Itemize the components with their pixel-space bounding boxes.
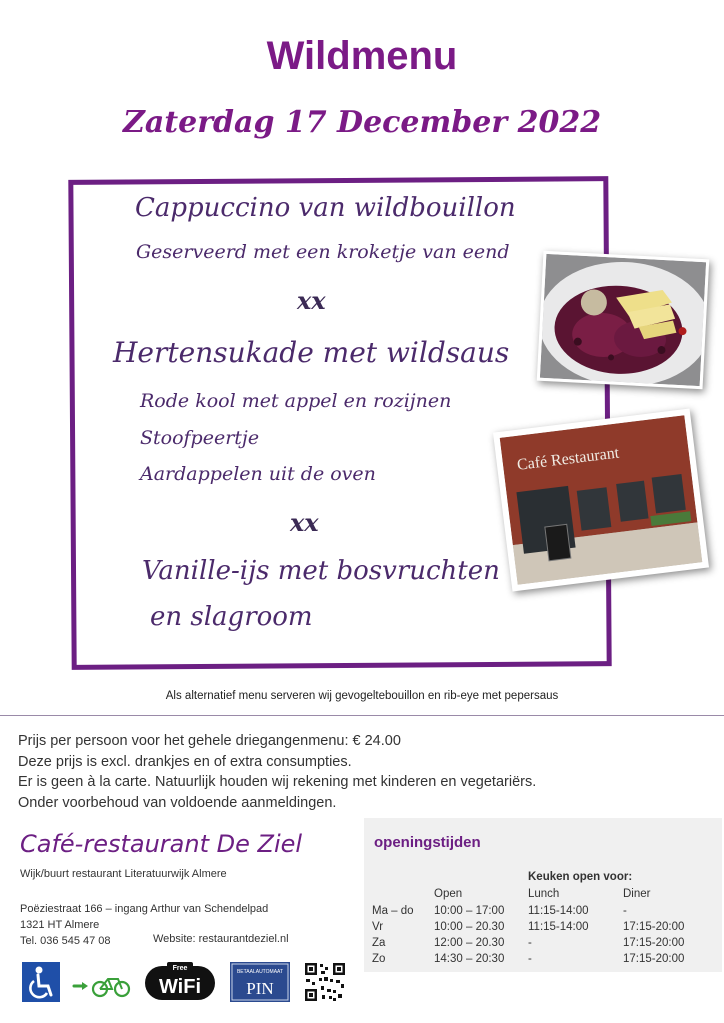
restaurant-subtitle: Wijk/buurt restaurant Literatuurwijk Almere bbox=[20, 868, 227, 880]
price-line: Prijs per persoon voor het gehele driegangenmenu: € 24.00 bbox=[18, 733, 401, 749]
pin-payment-icon bbox=[230, 962, 290, 1002]
hours-day: Za bbox=[372, 937, 386, 949]
hours-diner: - bbox=[623, 905, 627, 917]
hours-lunch: - bbox=[528, 953, 532, 965]
hours-day: Ma – do bbox=[372, 905, 414, 917]
alternative-menu-note: Als alternatief menu serveren wij gevogeltebouillon en rib-eye met pepersaus bbox=[165, 690, 559, 702]
hours-diner: 17:15-20:00 bbox=[623, 953, 685, 965]
divider bbox=[0, 715, 724, 716]
cafe-illustration bbox=[500, 415, 703, 585]
course2-side-2: Stoofpeertje bbox=[140, 427, 260, 449]
course3-title-2: en slagroom bbox=[150, 602, 313, 632]
price-line: Deze prijs is excl. drankjes en of extra consumpties. bbox=[18, 753, 352, 770]
dish-photo bbox=[537, 251, 710, 390]
website-link[interactable]: Website: restaurantdeziel.nl bbox=[153, 933, 289, 945]
qr-code-icon bbox=[304, 962, 346, 1002]
page-title: Wildmenu bbox=[266, 34, 458, 78]
dish-illustration bbox=[540, 254, 706, 386]
hours-diner: 17:15-20:00 bbox=[623, 921, 685, 933]
kitchen-header: Keuken open voor: bbox=[528, 871, 633, 883]
hours-day: Vr bbox=[372, 921, 384, 933]
wifi-free-label: Free bbox=[172, 965, 188, 972]
pin-label: PIN bbox=[246, 979, 274, 998]
hours-open: 12:00 – 20.30 bbox=[434, 937, 505, 949]
phone: Tel. 036 545 47 08 bbox=[20, 935, 111, 947]
hours-open: 10:00 – 17:00 bbox=[434, 905, 505, 917]
hours-lunch: 11:15-14:00 bbox=[528, 905, 589, 917]
course2-title: Hertensukade met wildsaus bbox=[113, 336, 510, 369]
col-diner-header: Diner bbox=[623, 888, 651, 900]
restaurant-name: Café-restaurant De Ziel bbox=[20, 830, 303, 858]
hours-open: 14:30 – 20:30 bbox=[434, 953, 505, 965]
course1-title: Cappuccino van wildbouillon bbox=[135, 193, 516, 223]
price-line: Onder voorbehoud van voldoende aanmeldingen. bbox=[18, 794, 337, 811]
course2-side-1: Rode kool met appel en rozijnen bbox=[140, 390, 452, 412]
hours-lunch: 11:15-14:00 bbox=[528, 921, 589, 933]
address-city: 1321 HT Almere bbox=[20, 919, 100, 931]
separator: xx bbox=[290, 508, 319, 537]
separator: xx bbox=[297, 286, 326, 315]
col-lunch-header: Lunch bbox=[528, 888, 560, 900]
hours-lunch: - bbox=[528, 937, 532, 949]
cafe-photo bbox=[493, 409, 709, 592]
ebike-charging-icon bbox=[72, 972, 132, 998]
price-info bbox=[18, 731, 536, 813]
wifi-icon bbox=[145, 962, 215, 1002]
course3-title: Vanille-ijs met bosvruchten bbox=[142, 556, 500, 586]
course1-side: Geserveerd met een kroketje van eend bbox=[136, 241, 510, 263]
col-open-header: Open bbox=[434, 888, 463, 900]
address-line: Poëziestraat 166 – ingang Arthur van Schendelpad bbox=[20, 903, 269, 915]
course2-side-3: Aardappelen uit de oven bbox=[140, 463, 376, 485]
hours-day: Zo bbox=[372, 953, 386, 965]
pin-top-label: BETAALAUTOMAAT bbox=[236, 969, 284, 975]
wifi-label: WiFi bbox=[158, 976, 202, 998]
hours-title: openingstijden bbox=[374, 834, 481, 851]
cafe-sign: Café Restaurant bbox=[516, 444, 621, 474]
event-date: Zaterdag 17 December 2022 bbox=[122, 105, 602, 140]
wheelchair-accessible-icon bbox=[22, 962, 60, 1002]
hours-diner: 17:15-20:00 bbox=[623, 937, 685, 949]
price-line: Er is geen à la carte. Natuurlijk houden wij rekening met kinderen en vegetariërs. bbox=[18, 774, 537, 790]
hours-open: 10:00 – 20.30 bbox=[434, 921, 505, 933]
